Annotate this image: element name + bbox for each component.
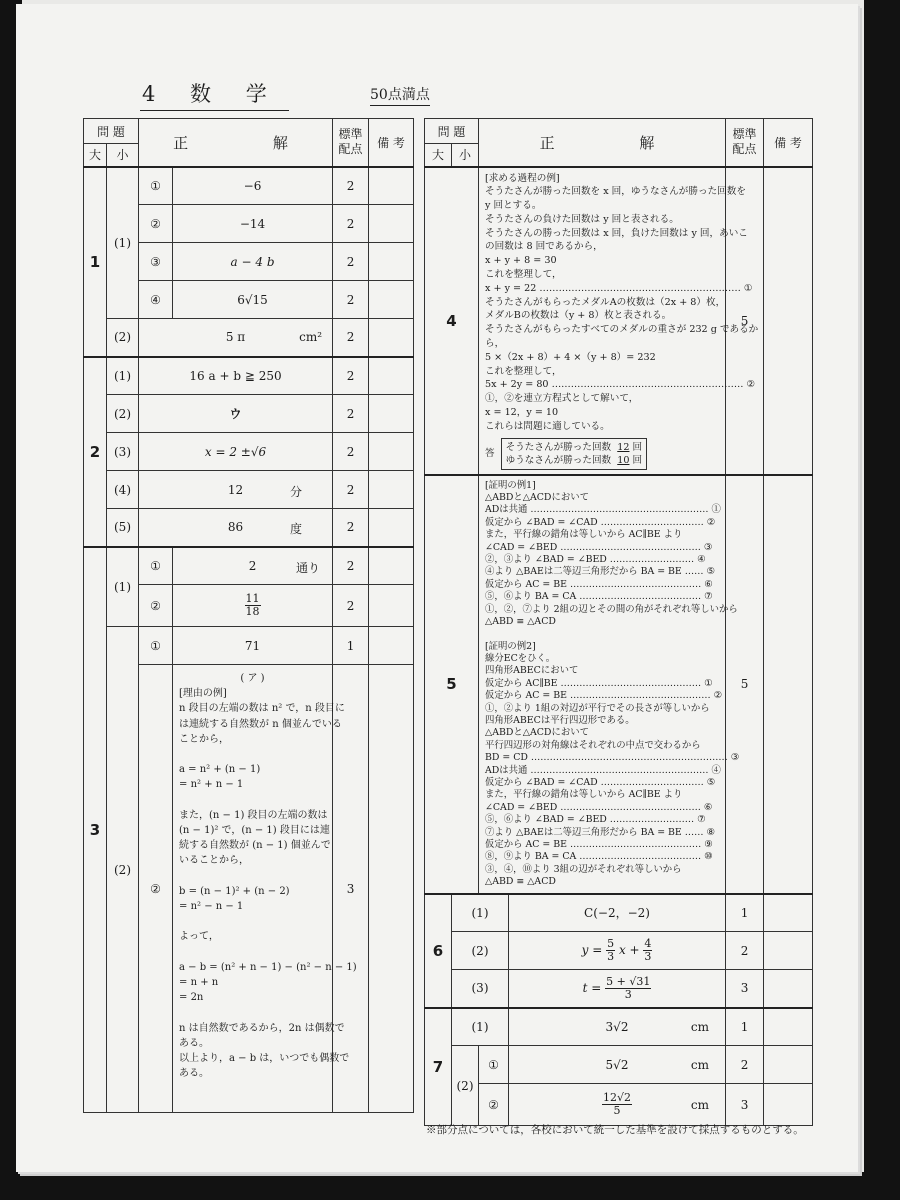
notes-cell [369,319,414,357]
q3-2-2-mark: ② [139,665,173,1113]
q7-2-2-points: 3 [726,1084,764,1126]
notes-cell [369,357,414,395]
reason-line: ある。 [179,1068,210,1080]
proof-line: また，平行線の錯角は等しいから AC∥BE より [485,529,683,541]
q7-2-2-answer-cell [509,1084,726,1126]
q3-2-2-reason [173,665,357,1113]
reason-line: ことから， [179,733,230,745]
q2-4-points: 2 [333,471,369,509]
q3-1-2-mark: ② [139,585,173,627]
q2-3-answer: x = 2 ±√6 [139,433,333,471]
q7-2-2-den: 5 [613,1104,621,1118]
q6-1-answer: C(−2，−2) [509,894,726,932]
process-line: x = 12，y = 10 [485,407,559,419]
q2-2-mark: (2) [107,395,139,433]
header-answer: 正 解 [479,119,726,167]
q6-3-den: 3 [624,987,632,1001]
proof-line: ②，③より ∠BAD = ∠BED ……………………… ④ [485,554,706,566]
process-line: [求める過程の例] [485,172,560,184]
q7-1-answer: 3√2 [605,1019,629,1034]
q5-proof [479,475,740,894]
process-line: x + y + 8 = 30 [485,255,557,267]
process-line: 5x + 2y = 80 …………………………………………………… ② [485,379,756,391]
proof-line: ④より △BAEは二等辺三角形だから BA = BE …… ⑤ [485,566,715,578]
proof-line: 仮定から AC∥BE ……………………………………… ① [485,677,713,689]
notes-cell [369,471,414,509]
process-line: これを整理して， [485,269,562,281]
q6-3-answer-cell [509,970,726,1008]
proof-line: BD = CD ……………………………………………………… ③ [485,752,740,764]
q6-number: 6 [425,894,452,1008]
q1-part2-unit: cm² [299,330,323,345]
reason-line: b = (n − 1)² + (n − 2) [179,885,290,897]
header-points: 標準 配点 [726,119,764,167]
proof-line: ⑦より △BAEは二等辺三角形だから BA = BE …… ⑧ [485,826,715,838]
q2-5-unit: 度 [290,522,303,537]
q1-3-mark: ③ [139,243,173,281]
q1-part2-answer-cell [139,319,333,357]
q3-number: 3 [84,547,107,1113]
q3-2-1-points: 1 [333,627,369,665]
process-line: そうたさんがもらったすべてのメダルの重さが 232 g であるか [485,324,759,336]
notes-cell [369,509,414,547]
reason-line [179,945,326,960]
header-answer: 正 解 [139,119,333,167]
q7-2-2-unit: cm [690,1098,710,1113]
q6-2-mid: x + [618,943,640,958]
right-answer-table [424,118,813,1126]
q3-1-1-answer: 2 [248,558,257,573]
q3-1-2-denominator: 18 [245,605,260,618]
reason-line [179,1005,326,1020]
reason-line: = n + n [179,976,219,988]
q3-1-2-answer-cell [173,585,333,627]
notes-cell [369,281,414,319]
reason-line [179,869,326,884]
q6-2-mark: (2) [452,932,509,970]
reason-line: n 段目の左端の数は n² で，n 段目に [179,703,345,715]
process-line: ら， [485,338,505,350]
notes-cell [369,627,414,665]
proof-line: 仮定から ∠BAD = ∠CAD …………………………… ⑤ [485,776,716,788]
reason-line: a = n² + (n − 1) [179,764,261,776]
proof-line: 平行四辺形の対角線はそれぞれの中点で交わるから [485,739,701,751]
q5-points: 5 [726,475,764,894]
proof-line: ∠CAD = ∠BED ……………………………………… ③ [485,541,713,553]
notes-cell [764,1008,813,1046]
q4-answer-unit: 回 [632,454,643,466]
left-answer-table [83,118,414,1113]
q1-1-mark: ① [139,167,173,205]
q2-5-answer: 86 [227,520,244,535]
proof-line: ⑤，⑥より ∠BAD = ∠BED ……………………… ⑦ [485,814,706,826]
reason-line: 続する自然数が (n − 1) 個並んで [179,840,331,852]
q7-1-unit: cm [690,1019,710,1034]
proof-line: ADは共通 ………………………………………………… ④ [485,764,721,776]
page-title: 4 数 学 [140,78,289,111]
q6-2-points: 2 [726,932,764,970]
q1-1-points: 2 [333,167,369,205]
proof-line [485,629,719,641]
q4-answer-1-label: そうたさんが勝った回数 [505,441,612,453]
proof-line: ⑤，⑥より BA = CA ………………………………… ⑦ [485,591,713,603]
q1-part2-label: (2) [107,319,139,357]
header-notes: 備 考 [369,119,414,167]
q6-3-prefix: t = [582,980,602,995]
q7-2-1-points: 2 [726,1046,764,1084]
q1-part1-label: (1) [107,167,139,319]
q1-1-answer: −6 [173,167,333,205]
q6-3-fraction [605,976,651,1001]
process-line: これらは問題に適している。 [485,420,610,432]
q7-2-1-unit: cm [690,1057,710,1072]
header-question: 問 題 [425,119,479,144]
proof-line: ①，②，⑦より 2組の辺とその間の角がそれぞれ等しいから [485,603,738,615]
q3-2-2-points: 3 [333,665,369,1113]
q4-answer-row-2 [506,454,643,467]
q1-4-mark: ④ [139,281,173,319]
process-line: の回数は 8 回であるから， [485,241,603,253]
notes-cell [764,970,813,1008]
q1-4-answer: 6√15 [173,281,333,319]
q7-2-2-mark: ② [479,1084,509,1126]
q7-2-2-num: 12√2 [603,1091,632,1105]
q2-1-answer: 16 a + b ≧ 250 [139,357,333,395]
q2-4-mark: (4) [107,471,139,509]
q1-3-answer: a − 4 b [173,243,333,281]
q6-3-num: 5 + √31 [606,974,651,988]
q4-answer-unit: 回 [632,441,643,453]
proof-line: △ABD ≡ △ACD [485,616,556,628]
q6-2-fraction-1 [606,938,615,963]
q4-points: 5 [726,167,764,475]
process-line: メダルBの枚数は（y + 8）枚と表される。 [485,310,672,322]
q7-2-2-fraction [602,1092,632,1117]
q7-2-1-mark: ① [479,1046,509,1084]
process-line: y 回とする。 [485,200,542,212]
proof-line: △ABDと△ACDにおいて [485,492,589,504]
q1-4-points: 2 [333,281,369,319]
q4-answer-block [485,438,719,470]
q6-3-points: 3 [726,970,764,1008]
notes-cell [369,547,414,585]
q3-1-1-points: 2 [333,547,369,585]
notes-cell [369,395,414,433]
q3-1-1-answer-cell [173,547,333,585]
q7-2-1-answer: 5√2 [605,1057,629,1072]
q5-number: 5 [425,475,479,894]
notes-cell [764,167,813,475]
notes-cell [764,475,813,894]
process-line: 5 ×（2x + 8）+ 4 ×（y + 8）= 232 [485,351,656,363]
process-line: これを整理して， [485,365,562,377]
proof-line: また，平行線の錯角は等しいから AC∥BE より [485,789,683,801]
q2-1-mark: (1) [107,357,139,395]
proof-line: 仮定から ∠BAD = ∠CAD …………………………… ② [485,516,716,528]
proof-line: △ABDと△ACDにおいて [485,727,589,739]
q6-2-prefix: y = [581,943,603,958]
proof-line: 四角形ABECにおいて [485,665,579,677]
q2-5-points: 2 [333,509,369,547]
q7-1-points: 1 [726,1008,764,1046]
proof-line: [証明の例2] [485,640,536,652]
q3-1-2-numerator: 11 [245,592,260,605]
q7-number: 7 [425,1008,452,1126]
q3-1-1-mark: ① [139,547,173,585]
q6-2-num-1: 5 [607,937,615,951]
proof-line: 仮定から AC = BE …………………………………… ⑥ [485,578,713,590]
reason-line: n は自然数であるから，2n は偶数で [179,1022,345,1034]
q3-1-2-points: 2 [333,585,369,627]
reason-line [179,793,326,808]
q6-2-den-2: 3 [644,950,652,964]
q4-answer-row-1 [506,441,643,454]
proof-line: [証明の例1] [485,479,536,491]
notes-cell [764,894,813,932]
q2-1-points: 2 [333,357,369,395]
reason-line: = 2n [179,992,204,1004]
q2-5-mark: (5) [107,509,139,547]
q2-5-answer-cell [139,509,333,547]
q2-2-points: 2 [333,395,369,433]
q6-2-num-2: 4 [644,937,652,951]
footer-note: ※部分点については，各校において統一した基準を設けて採点するものとする。 [426,1124,804,1136]
q3-part2-label: (2) [107,627,139,1113]
header-question: 問 題 [84,119,139,144]
q3-2-2-head: ( ア ) [240,673,265,684]
proof-line: 四角形ABECは平行四辺形である。 [485,714,635,726]
q4-process [479,167,759,475]
q2-3-mark: (3) [107,433,139,471]
q1-part2-points: 2 [333,319,369,357]
q1-2-points: 2 [333,205,369,243]
notes-cell [369,585,414,627]
q4-number: 4 [425,167,479,475]
q4-answer-1-value: 12 [617,441,630,453]
proof-line: ①，②より 1組の対辺が平行でその長さが等しいから [485,702,710,714]
process-line: ①，②を連立方程式として解いて， [485,393,639,405]
reason-line: a − b = (n² + n − 1) − (n² − n − 1) [179,961,357,973]
q2-4-unit: 分 [290,484,303,499]
q6-3-mark: (3) [452,970,509,1008]
reason-line: は連続する自然数が n 個並んでいる [179,718,342,730]
process-line: そうたさんの勝った回数は x 回，負けた回数は y 回，あいこ [485,227,748,239]
q1-number: 1 [84,167,107,357]
notes-cell [764,1084,813,1126]
proof-line: ⑧，⑨より BA = CA ………………………………… ⑩ [485,851,713,863]
q2-number: 2 [84,357,107,547]
process-line: そうたさんが勝った回数を x 回，ゆうなさんが勝った回数を [485,186,746,198]
q2-4-answer: 12 [227,482,244,497]
notes-cell [369,205,414,243]
proof-line: ∠CAD = ∠BED ……………………………………… ⑥ [485,801,713,813]
proof-line: 仮定から AC = BE ……………………………………… ② [485,690,722,702]
reason-line: (n − 1)² で，(n − 1) 段目には連 [179,825,330,836]
reason-line: よって， [179,931,219,943]
notes-cell [764,1046,813,1084]
q4-answer-2-value: 10 [617,454,630,466]
proof-line: 線分ECをひく。 [485,652,556,664]
header-big: 大 [425,144,452,167]
reason-line: いることから， [179,855,250,867]
q2-2-answer: ウ [139,395,333,433]
header-points: 標準 配点 [333,119,369,167]
proof-line: △ABD ≡ △ACD [485,876,556,888]
q3-part1-label: (1) [107,547,139,627]
q7-2-1-answer-cell [509,1046,726,1084]
reason-line: また，(n − 1) 段目の左端の数は [179,809,328,821]
process-line: そうたさんがもらったメダルAの枚数は（2x + 8）枚， [485,296,726,308]
proof-line: 仮定から AC = BE …………………………………… ⑨ [485,839,713,851]
q6-2-den-1: 3 [607,950,615,964]
process-line: x + y = 22 ……………………………………………………… ① [485,282,753,294]
q4-answer-2-label: ゆうなさんが勝った回数 [505,454,612,466]
full-score: 50点満点 [370,84,430,106]
reason-line [179,747,326,762]
notes-cell [369,665,414,1113]
reason-line: [理由の例] [179,688,227,700]
notes-cell [369,167,414,205]
header-notes: 備 考 [764,119,813,167]
reason-line: = n² − n − 1 [179,901,244,912]
reason-line [179,914,326,929]
proof-line: ③，④，⑩より 3組の辺がそれぞれ等しいから [485,863,682,875]
q6-1-mark: (1) [452,894,509,932]
header-big: 大 [84,144,107,167]
reason-line: = n² + n − 1 [179,779,244,791]
notes-cell [369,433,414,471]
q2-3-points: 2 [333,433,369,471]
q6-2-answer-cell [509,932,726,970]
reason-line: ある。 [179,1037,210,1049]
reason-line: 以上より，a − b は，いつでも偶数で [179,1052,350,1064]
notes-cell [369,243,414,281]
q3-2-1-answer: 71 [173,627,333,665]
header-small: 小 [452,144,479,167]
q3-1-1-unit: 通り [296,560,321,575]
q4-answer-box [501,438,648,470]
header-small: 小 [107,144,139,167]
proof-line: ADは共通 ………………………………………………… ① [485,504,721,516]
notes-cell [764,932,813,970]
q1-3-points: 2 [333,243,369,281]
q7-part2-label: (2) [452,1046,479,1126]
q3-1-2-fraction [245,593,261,618]
q2-4-answer-cell [139,471,333,509]
q7-1-mark: (1) [452,1008,509,1046]
q1-2-answer: −14 [173,205,333,243]
process-line: そうたさんの負けた回数は y 回と表される。 [485,213,679,225]
q6-2-fraction-2 [643,938,652,963]
q7-1-answer-cell [509,1008,726,1046]
q1-part2-answer: 5 π [225,330,246,345]
q1-2-mark: ② [139,205,173,243]
q3-2-1-mark: ① [139,627,173,665]
q6-1-points: 1 [726,894,764,932]
q4-answer-label: 答 [485,447,495,459]
